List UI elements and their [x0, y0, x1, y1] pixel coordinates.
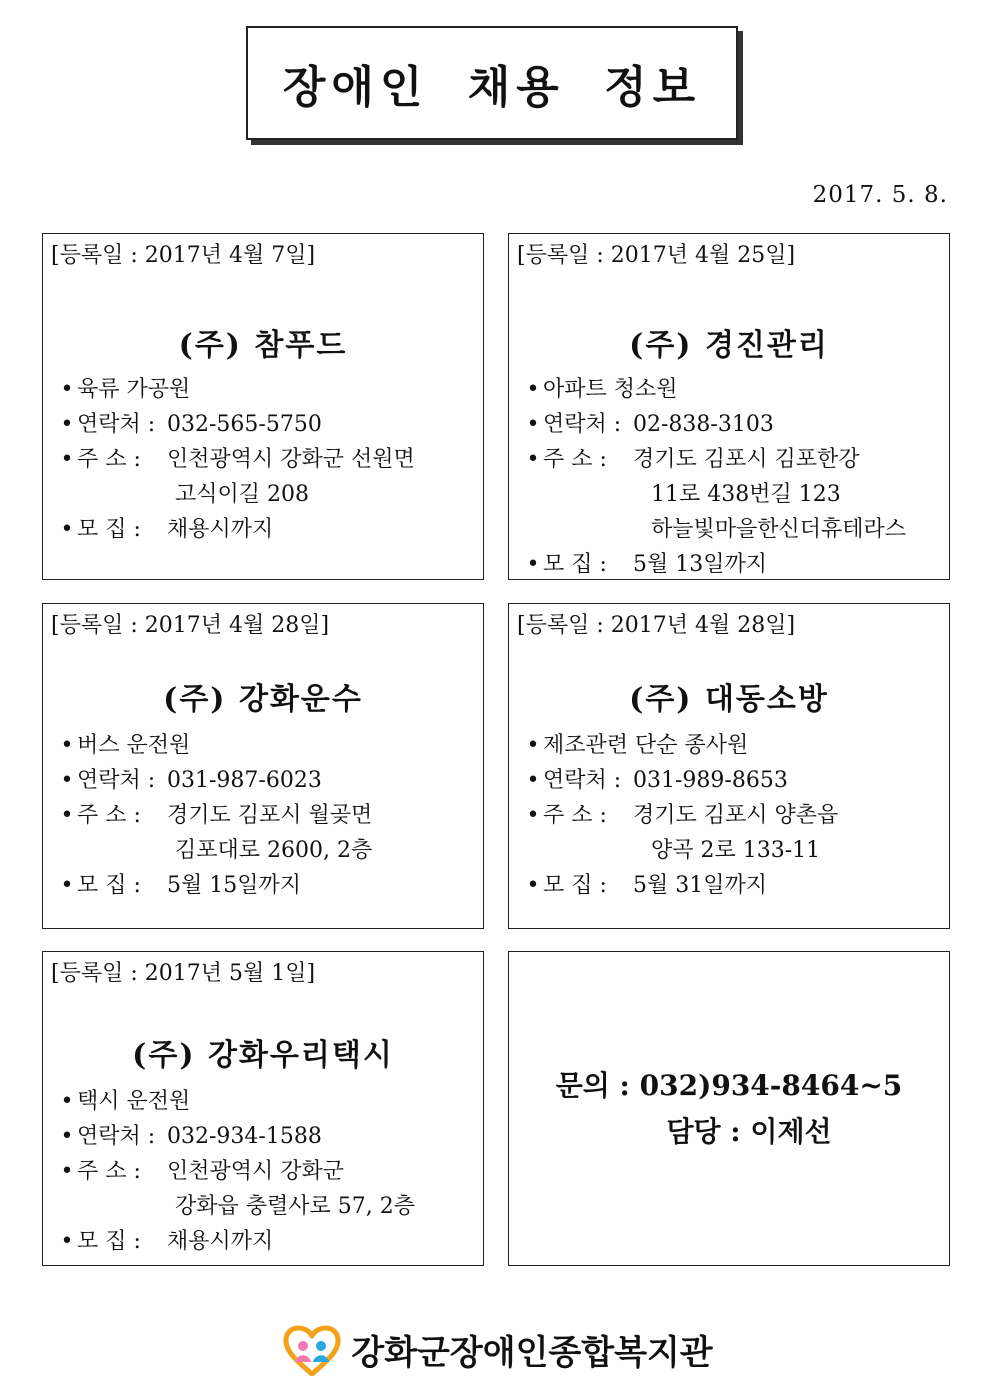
address-line: • 주 소 : 경기도 김포시 김포한강 [526, 447, 860, 472]
job-card-champood [42, 233, 484, 580]
job-details [523, 372, 945, 582]
registration-date: [등록일 : 2017년 4월 28일] [517, 613, 796, 638]
address-line-2: 고식이길 208 [175, 482, 309, 507]
contact-line: • 연락처 : 031-989-8653 [526, 768, 788, 793]
registration-date: [등록일 : 2017년 4월 7일] [51, 243, 316, 268]
footer-logo [0, 1322, 994, 1376]
registration-date: [등록일 : 2017년 5월 1일] [51, 961, 316, 986]
job-title: • 택시 운전원 [60, 1089, 191, 1114]
address-line-3: 하늘빛마을한신더휴테라스 [651, 517, 907, 542]
contact-line: • 연락처 : 031-987-6023 [60, 768, 322, 793]
contact-line: • 연락처 : 032-565-5750 [60, 412, 322, 437]
inquiry-box [508, 951, 950, 1266]
job-title: • 제조관련 단순 종사원 [526, 733, 749, 758]
job-details [57, 1084, 479, 1259]
job-details [57, 372, 479, 547]
contact-line: • 연락처 : 032-934-1588 [60, 1124, 322, 1149]
company-name: (주) 대동소방 [629, 682, 829, 717]
address-line-2: 김포대로 2600, 2층 [175, 838, 373, 863]
job-title: • 아파트 청소원 [526, 377, 678, 402]
address-line: • 주 소 : 경기도 김포시 양촌읍 [526, 803, 839, 828]
document-date: 2017. 5. 8. [812, 182, 948, 208]
inquiry-manager-line: 담당 : 이제선 [666, 1114, 832, 1148]
inquiry-phone-line: 문의 : 032)934-8464~5 [555, 1068, 903, 1102]
recruit-line: • 모 집 : 채용시까지 [60, 1229, 274, 1254]
recruit-line: • 모 집 : 채용시까지 [60, 517, 274, 542]
address-line: • 주 소 : 인천광역시 강화군 [60, 1159, 345, 1184]
address-line-2: 양곡 2로 133-11 [651, 838, 821, 863]
job-details [523, 728, 945, 903]
company-name: (주) 강화운수 [163, 682, 363, 717]
company-name: (주) 참푸드 [178, 328, 348, 363]
registration-date: [등록일 : 2017년 4월 25일] [517, 243, 796, 268]
inquiry-phone: 032)934-8464~5 [639, 1068, 903, 1102]
recruit-line: • 모 집 : 5월 15일까지 [60, 873, 301, 898]
contact-line: • 연락처 : 02-838-3103 [526, 412, 774, 437]
page-title: 장애인 채용 정보 [282, 62, 702, 113]
job-card-ganghwa-unsu [42, 603, 484, 929]
heart-people-icon [281, 1322, 343, 1376]
company-name: (주) 강화우리택시 [132, 1038, 394, 1073]
recruit-line: • 모 집 : 5월 13일까지 [526, 552, 767, 577]
job-card-gyeongjin [508, 233, 950, 580]
address-line: • 주 소 : 경기도 김포시 월곶면 [60, 803, 373, 828]
address-line: • 주 소 : 인천광역시 강화군 선원면 [60, 447, 415, 472]
job-title: • 버스 운전원 [60, 733, 191, 758]
job-card-daedong [508, 603, 950, 929]
manager-name: 이제선 [750, 1114, 832, 1148]
address-line-2: 강화읍 충렬사로 57, 2층 [175, 1194, 415, 1219]
organization-name: 강화군장애인종합복지관 [351, 1332, 713, 1373]
company-name: (주) 경진관리 [629, 328, 829, 363]
job-card-ganghwa-uri-taxi [42, 951, 484, 1266]
recruit-line: • 모 집 : 5월 31일까지 [526, 873, 767, 898]
registration-date: [등록일 : 2017년 4월 28일] [51, 613, 330, 638]
title-box [246, 26, 738, 140]
job-details [57, 728, 479, 903]
job-title: • 육류 가공원 [60, 377, 191, 402]
address-line-2: 11로 438번길 123 [651, 482, 841, 507]
